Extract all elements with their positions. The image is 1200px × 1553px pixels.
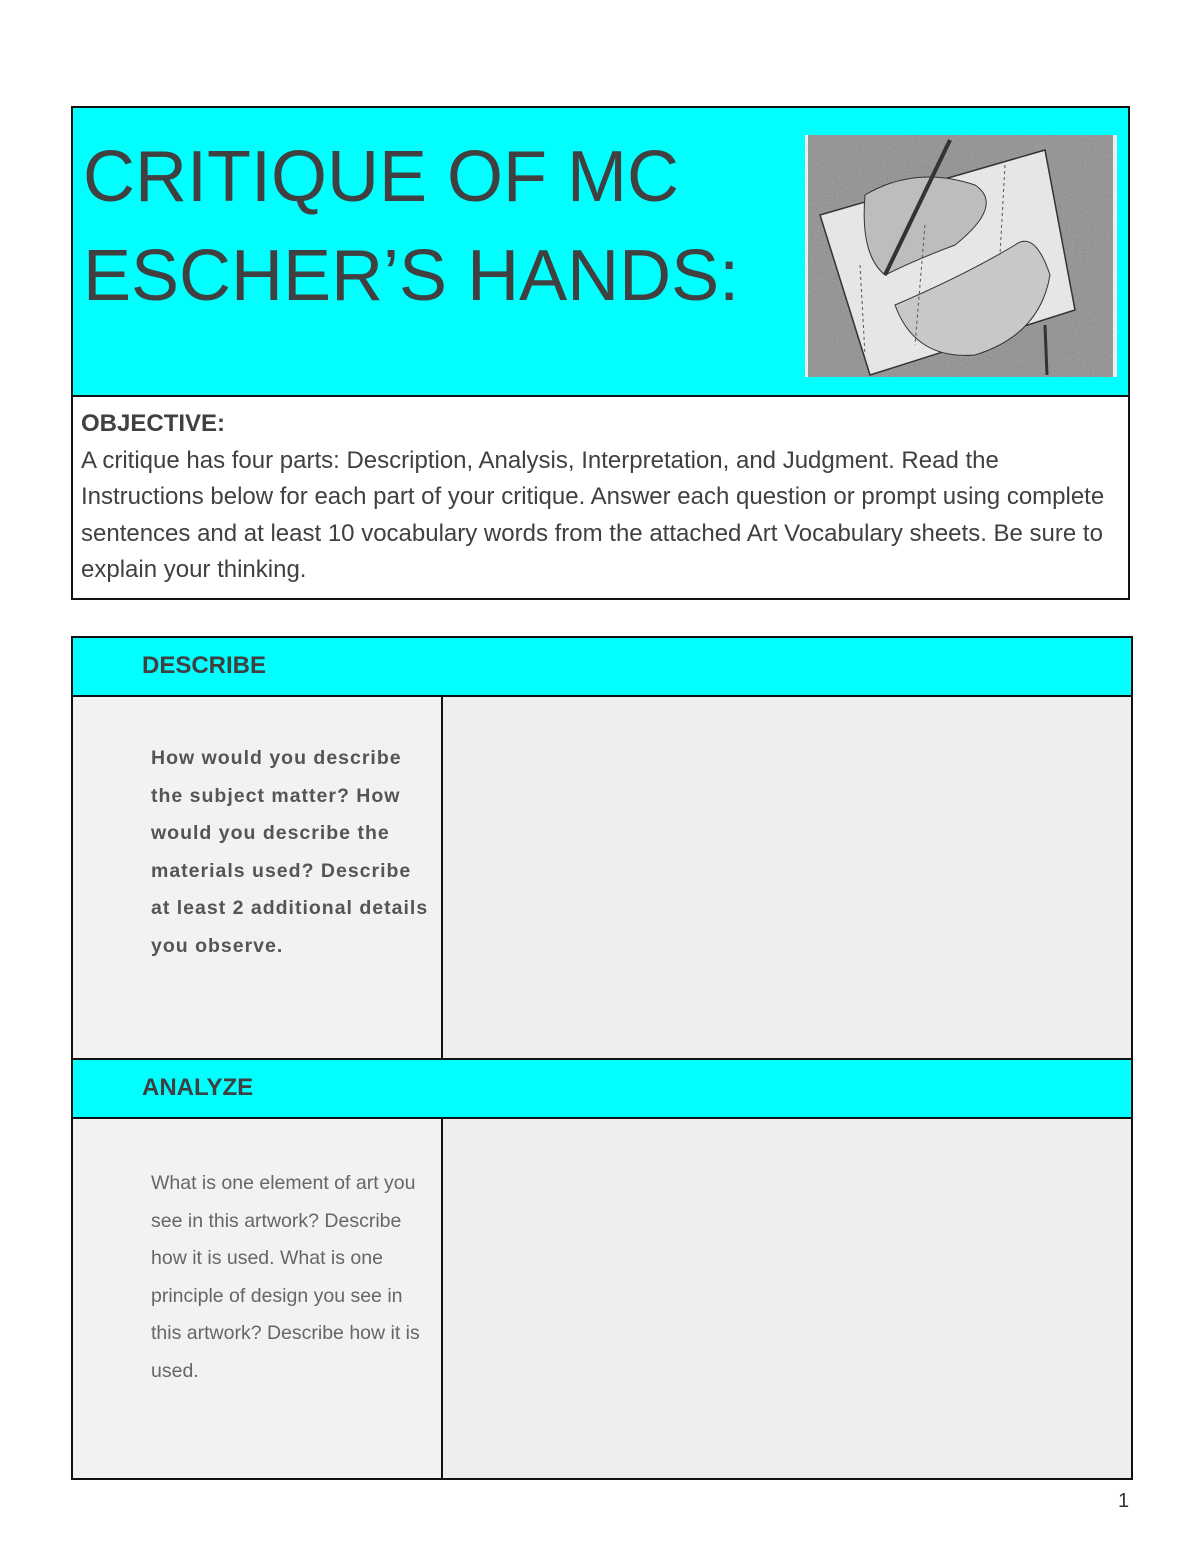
analyze-prompt: What is one element of art you see in this artwork? Describe how it is used. What is one principle of design you see in this artwork? Describe how it is used. [151, 1172, 420, 1382]
describe-header [73, 638, 1131, 697]
critique-table [71, 636, 1133, 1480]
describe-prompt-cell [73, 697, 443, 1058]
page-number: 1 [1118, 1490, 1130, 1512]
objective-text: A critique has four parts: Description, Analysis, Interpretation, and Judgment. Read the Instructions below for each part of your critique. Answer each question or prompt using complete sentences and at least 10 vocabulary words from the attached Art Vocabulary sheets. Be sure to explain your thinking. [81, 446, 1105, 583]
analyze-header [73, 1058, 1131, 1119]
title-header [73, 108, 1128, 397]
analyze-answer-field[interactable] [443, 1119, 1131, 1478]
describe-answer-field[interactable] [443, 697, 1131, 1058]
describe-prompt: How would you describe the subject matter? How would you describe the materials used? Describe at least 2 additional details you observe. [151, 747, 429, 957]
title-line-2: ESCHER’S HANDS: [83, 236, 740, 316]
analyze-title: ANALYZE [142, 1074, 254, 1101]
analyze-prompt-cell [73, 1119, 443, 1478]
describe-title: DESCRIBE [142, 652, 267, 679]
describe-row [73, 697, 1131, 1058]
drawing-hands-image [805, 135, 1117, 377]
analyze-row [73, 1119, 1131, 1478]
objective-section [81, 406, 1116, 589]
title-box [71, 106, 1130, 600]
objective-label: OBJECTIVE: [81, 410, 226, 437]
title-line-1: CRITIQUE OF MC [83, 137, 679, 217]
page-title [83, 128, 739, 326]
